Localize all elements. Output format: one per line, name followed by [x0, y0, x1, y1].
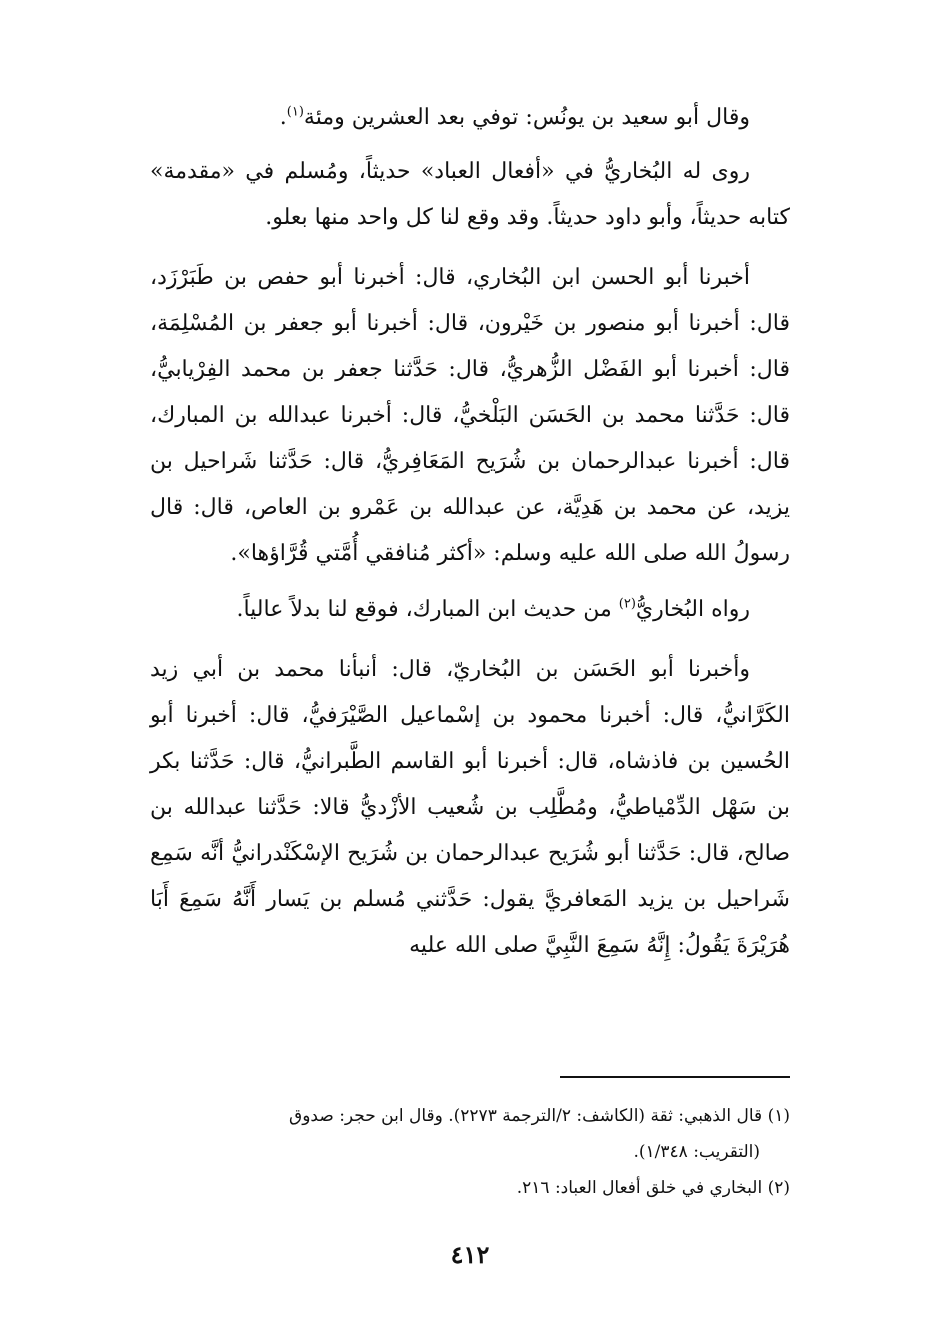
paragraph-text: روى له البُخاريُّ في «أفعال العباد» حديثاً، ومُسلم في «مقدمة» كتابه حديثاً، وأبو داود حديثاً. وقد وقع لنا كل واحد منها بعلو. — [150, 159, 790, 230]
paragraph-text: وقال أبو سعيد بن يونُس: توفي بعد العشرين ومئة — [303, 105, 750, 130]
footnote-ref-1[interactable]: (١) — [286, 104, 304, 120]
paragraph-text: أخبرنا أبو الحسن ابن البُخاري، قال: أخبرنا أبو حفص بن طَبَرْزَد، قال: أخبرنا أبو منصور بن خَيْرون، قال: أخبرنا أبو جعفر بن المُسْلِمَة، قال: أخبرنا أبو الفَضْل الزُّهريُّ، قال: حَدَّثنا جعفر بن محمد الفِرْيابيُّ، قال: حَدَّثنا محمد بن الحَسَن البَلْخيُّ، قال: أخبرنا عبدالله بن المبارك، قال: أخبرنا عبدالرحمان بن شُرَيح المَعَافِريُّ، قال: حَدَّثنا شَراحيل بن يزيد، عن محمد بن هَدِيَّة، عن عبدالله بن عَمْرو بن العاص، قال: قال رسولُ الله صلى الله عليه وسلم: «أكثر مُنافقي أُمَّتي قُرَّاؤها». — [150, 265, 791, 566]
footnote-1-line1: (١) قال الذهبي: ثقة (الكاشف: ٢/الترجمة ٢٢٧٣). وقال ابن حجر: صدوق — [289, 1106, 790, 1126]
paragraph-text: رواه البُخاريُّ — [635, 597, 750, 622]
paragraph-first-isnad — [150, 255, 790, 577]
footnote-2 — [150, 1170, 790, 1206]
main-text — [150, 95, 790, 969]
paragraph-second-isnad — [150, 647, 790, 969]
footnote-1-line2: (التقريب: ١/٣٤٨). — [633, 1142, 760, 1162]
paragraph-tail: . — [279, 105, 287, 130]
footnote-1 — [150, 1098, 790, 1134]
paragraph-tail: من حديث ابن المبارك، فوقع لنا بدلاً عالياً. — [236, 597, 619, 622]
footnote-divider — [560, 1076, 790, 1078]
paragraph-death-date — [150, 95, 790, 141]
footnotes — [150, 1098, 790, 1206]
page-number: ٤١٢ — [450, 1240, 490, 1269]
footnote-1-continuation — [150, 1134, 790, 1170]
paragraph-text: وأخبرنا أبو الحَسَن بن البُخاريّ، قال: أنبأنا محمد بن أبي زيد الكَرَّانيُّ، قال: أخبرنا محمود بن إسْماعيل الصَّيْرَفيُّ، قال: أخبرنا أبو الحُسين بن فاذشاه، قال: أخبرنا أبو القاسم الطَّبرانيُّ، قال: حَدَّثنا بكر بن سَهْل الدِّمْياطيُّ، ومُطَّلِب بن شُعيب الأزْديُّ قالا: حَدَّثنا عبدالله بن صالح، قال: حَدَّثنا أبو شُرَيح عبدالرحمان بن شُرَيح الإسْكَنْدرانيُّ أنَّه سَمِع شَراحيل بن يزيد المَعافريَّ يقول: حَدَّثني مُسلم بن يَسار أَنَّهُ سَمِعَ أَبَا هُرَيْرَةَ يَقُولُ: إِنَّهُ سَمِعَ النَّبِيَّ صلى الله عليه — [150, 657, 790, 958]
paragraph-narrations — [150, 149, 790, 241]
footnote-ref-2[interactable]: (٢) — [618, 596, 636, 612]
paragraph-bukhari-note — [150, 587, 790, 633]
footnote-2-line1: (٢) البخاري في خلق أفعال العباد: ٢١٦. — [516, 1178, 790, 1198]
